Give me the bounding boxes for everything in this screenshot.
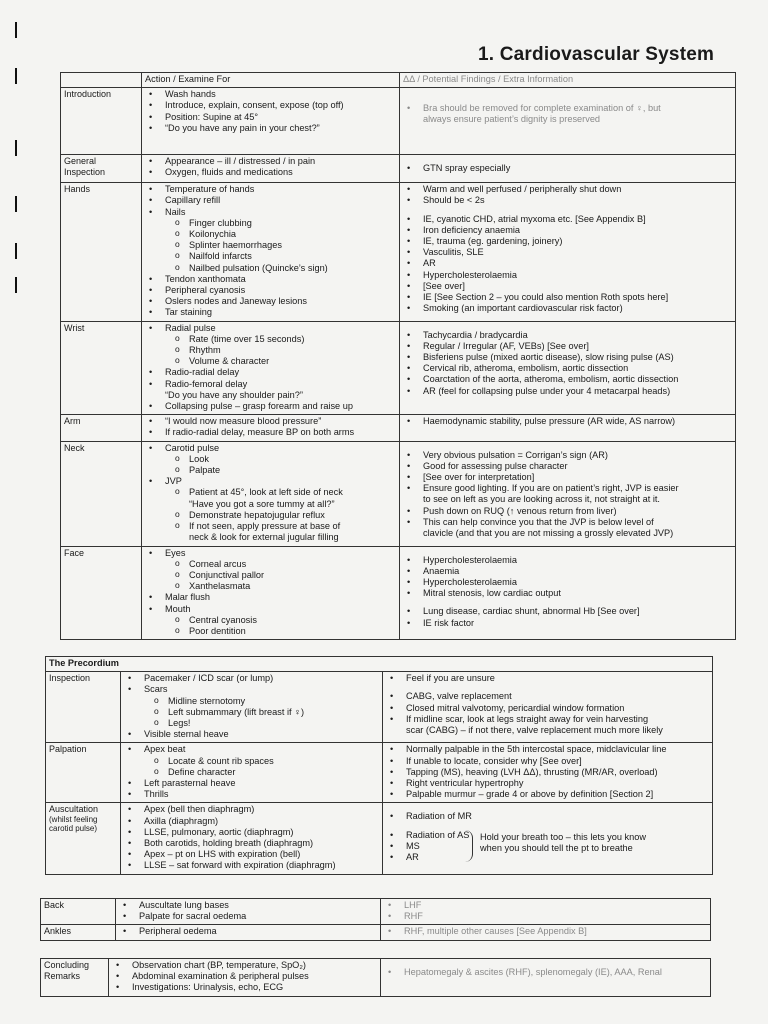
section-sublabel: (whilst feeling carotid pulse)	[49, 814, 98, 833]
list-item: o Define character	[124, 767, 379, 778]
list-item: • Observation chart (BP, temperature, SpO₂)	[112, 960, 377, 971]
list-item: • Capillary refill	[145, 195, 396, 206]
list-item: • Abdominal examination & peripheral pulses	[112, 971, 377, 982]
list-item: • Mouth	[145, 604, 396, 615]
list-item: • Hypercholesterolaemia	[403, 555, 732, 566]
list-item: o Legs!	[124, 718, 379, 729]
margin-marks	[15, 0, 21, 300]
findings-cell	[381, 925, 711, 940]
back-ankles-table	[40, 898, 711, 941]
action-cell	[142, 321, 400, 415]
list-item: • IE risk factor	[403, 618, 732, 629]
list-item: • If unable to locate, consider why [See over]	[386, 756, 709, 767]
list-item: • Normally palpable in the 5th intercostal space, midclavicular line	[386, 744, 709, 755]
section-label: Concluding Remarks	[41, 959, 109, 997]
list-item: • Haemodynamic stability, pulse pressure (AR wide, AS narrow)	[403, 416, 732, 427]
list-item: o Poor dentition	[145, 626, 396, 637]
margin-mark	[15, 68, 17, 84]
list-item: • JVP	[145, 476, 396, 487]
section-label: Wrist	[61, 321, 142, 415]
list-item: always ensure patient’s dignity is preserved	[423, 114, 601, 125]
section-label: Back	[41, 899, 116, 925]
list-item: • Investigations: Urinalysis, echo, ECG	[112, 982, 377, 993]
list-item: • RHF	[384, 911, 707, 922]
list-item: scar (CABG) – if not there, valve replacement much more likely	[406, 725, 663, 736]
precordium-table	[45, 656, 713, 875]
precordium-heading: The Precordium	[46, 657, 713, 672]
list-item: • Appearance – ill / distressed / in pain	[145, 156, 396, 167]
list-item: neck & look for external jugular filling	[189, 532, 339, 543]
row-general-inspection	[61, 155, 736, 183]
action-cell	[109, 959, 381, 997]
action-cell	[121, 803, 383, 874]
list-item: • Thrills	[124, 789, 379, 800]
list-item: • Introduce, explain, consent, expose (top off)	[145, 100, 396, 111]
list-item: o Demonstrate hepatojugular reflux	[145, 510, 396, 521]
list-item: • Apex (bell then diaphragm)	[124, 804, 379, 815]
row-arm	[61, 415, 736, 441]
list-item: o Midline sternotomy	[124, 696, 379, 707]
list-item: • Vasculitis, SLE	[403, 247, 732, 258]
list-item: o Central cyanosis	[145, 615, 396, 626]
list-item: • LLSE – sat forward with expiration (diaphragm)	[124, 860, 379, 871]
curly-brace	[464, 830, 473, 862]
list-item: o Koilonychia	[145, 229, 396, 240]
margin-mark	[15, 22, 17, 38]
list-item: o Xanthelasmata	[145, 581, 396, 592]
list-item: • If radio-radial delay, measure BP on both arms	[145, 427, 396, 438]
list-item: • Collapsing pulse – grasp forearm and raise up	[145, 401, 396, 412]
row-neck	[61, 441, 736, 546]
list-item: • AR (feel for collapsing pulse under your 4 metacarpal heads)	[403, 386, 732, 397]
list-item: o Locate & count rib spaces	[124, 756, 379, 767]
action-cell	[142, 155, 400, 183]
findings-cell	[400, 321, 736, 415]
list-item: • Iron deficiency anaemia	[403, 225, 732, 236]
findings-cell	[400, 546, 736, 640]
list-item: • Radiation of MR	[386, 811, 709, 822]
action-cell	[142, 441, 400, 546]
list-item: o Look	[145, 454, 396, 465]
row-auscultation	[46, 803, 713, 874]
list-item: • Smoking (an important cardiovascular risk factor)	[403, 303, 732, 314]
list-item: clavicle (and that you are not missing a grossly elevated JVP)	[423, 528, 674, 539]
action-cell	[116, 899, 381, 925]
list-item: • Bisferiens pulse (mixed aortic disease), slow rising pulse (AS)	[403, 352, 732, 363]
list-item: • Coarctation of the aorta, atheroma, embolism, aortic dissection	[403, 374, 732, 385]
header-action: Action / Examine For	[142, 73, 400, 88]
margin-mark	[15, 277, 17, 293]
list-item: • “I would now measure blood pressure”	[145, 416, 396, 427]
list-item: • Visible sternal heave	[124, 729, 379, 740]
list-item: • Temperature of hands	[145, 184, 396, 195]
section-label-cell	[46, 803, 121, 874]
list-spacer	[403, 548, 732, 555]
list-item: • Lung disease, cardiac shunt, abnormal Hb [See over]	[403, 606, 732, 617]
findings-cell	[400, 441, 736, 546]
list-item: • Auscultate lung bases	[119, 900, 377, 911]
row-inspection	[46, 672, 713, 743]
list-item: • Cervical rib, atheroma, embolism, aortic dissection	[403, 363, 732, 374]
section-label: Auscultation	[49, 804, 99, 815]
list-item: • Apex beat	[124, 744, 379, 755]
list-item: o If not seen, apply pressure at base of	[145, 521, 396, 532]
section-label: Palpation	[46, 743, 121, 803]
list-item: • Right ventricular hypertrophy	[386, 778, 709, 789]
table-header-row	[61, 73, 736, 88]
list-item: • LHF	[384, 900, 707, 911]
list-item: • IE [See Section 2 – you could also mention Roth spots here]	[403, 292, 732, 303]
list-item: • Axilla (diaphragm)	[124, 816, 379, 827]
list-item: • Position: Supine at 45°	[145, 112, 396, 123]
list-item: • Should be < 2s	[403, 195, 732, 206]
section-label: Arm	[61, 415, 142, 441]
findings-cell	[383, 672, 713, 743]
list-item: • If midline scar, look at legs straight away for vein harvesting	[386, 714, 709, 725]
list-item: • [See over]	[403, 281, 732, 292]
findings-cell	[381, 959, 711, 997]
list-item: • Tapping (MS), heaving (LVH ΔΔ), thrusting (MR/AR, overload)	[386, 767, 709, 778]
list-item: • Radial pulse	[145, 323, 396, 334]
list-item: • IE, cyanotic CHD, atrial myxoma etc. [See Appendix B]	[403, 214, 732, 225]
row-concluding	[41, 959, 711, 997]
list-item: • Regular / Irregular (AF, VEBs) [See over]	[403, 341, 732, 352]
list-item: o Nailfold infarcts	[145, 251, 396, 262]
list-item: • Mitral stenosis, low cardiac output	[403, 588, 732, 599]
list-item: • Hypercholesterolaemia	[403, 577, 732, 588]
list-item: • Hypercholesterolaemia	[403, 270, 732, 281]
list-item: • CABG, valve replacement	[386, 691, 709, 702]
list-item: • Palpable murmur – grade 4 or above by definition [Section 2]	[386, 789, 709, 800]
list-item: • Anaemia	[403, 566, 732, 577]
list-spacer	[403, 599, 732, 606]
list-item: • Nails	[145, 207, 396, 218]
list-item: • Closed mitral valvotomy, pericardial window formation	[386, 703, 709, 714]
action-cell	[142, 183, 400, 321]
list-item: o Corneal arcus	[145, 559, 396, 570]
list-item: • Feel if you are unsure	[386, 673, 709, 684]
list-item: • Peripheral oedema	[119, 926, 377, 937]
list-spacer	[403, 207, 732, 214]
list-spacer	[403, 323, 732, 330]
list-item: • “Do you have any pain in your chest?”	[145, 123, 396, 134]
list-item: • Left parasternal heave	[124, 778, 379, 789]
list-item: • RHF, multiple other causes [See Appendix B]	[384, 926, 707, 937]
section-label: General Inspection	[61, 155, 142, 183]
findings-cell	[383, 743, 713, 803]
list-item: • AR	[403, 258, 732, 269]
list-item: • GTN spray especially	[403, 163, 732, 174]
findings-cell	[381, 899, 711, 925]
findings-cell	[400, 415, 736, 441]
list-item: • Radio-radial delay	[145, 367, 396, 378]
list-item: • Oxygen, fluids and medications	[145, 167, 396, 178]
list-item: “Have you got a sore tummy at all?”	[189, 498, 335, 509]
list-item: o Splinter haemorrhages	[145, 240, 396, 251]
list-item: • This can help convince you that the JVP is below level of	[403, 517, 732, 528]
header-findings: ΔΔ / Potential Findings / Extra Information	[400, 73, 736, 88]
precordium-heading-row	[46, 657, 713, 672]
list-item: o Patient at 45°, look at left side of neck	[145, 487, 396, 498]
list-item: • Hepatomegaly & ascites (RHF), splenomegaly (IE), AAA, Renal	[384, 967, 707, 978]
list-item: • Pacemaker / ICD scar (or lump)	[124, 673, 379, 684]
margin-mark	[15, 140, 17, 156]
list-item: o Palpate	[145, 465, 396, 476]
list-spacer	[386, 684, 709, 691]
list-item: • Malar flush	[145, 592, 396, 603]
section-label: Ankles	[41, 925, 116, 940]
list-item: o Conjunctival pallor	[145, 570, 396, 581]
section-label: Face	[61, 546, 142, 640]
list-item: • Apex – pt on LHS with expiration (bell)	[124, 849, 379, 860]
list-item: • Scars	[124, 684, 379, 695]
action-cell	[116, 925, 381, 940]
list-item: • Radiation of AS	[386, 830, 709, 841]
list-item: o Rate (time over 15 seconds)	[145, 334, 396, 345]
list-item: • Eyes	[145, 548, 396, 559]
section-label: Neck	[61, 441, 142, 546]
list-item: o Nailbed pulsation (Quincke’s sign)	[145, 263, 396, 274]
findings-cell	[383, 803, 713, 874]
list-item: • Palpate for sacral oedema	[119, 911, 377, 922]
list-item: • IE, trauma (eg. gardening, joinery)	[403, 236, 732, 247]
list-item: o Left submammary (lift breast if ♀)	[124, 707, 379, 718]
list-spacer	[403, 96, 732, 103]
list-item: • Both carotids, holding breath (diaphragm)	[124, 838, 379, 849]
findings-cell	[400, 183, 736, 321]
as-ms-ar-group	[386, 830, 709, 864]
list-item: • Tar staining	[145, 307, 396, 318]
list-item: • AR	[386, 852, 709, 863]
list-item: to see on left as you are looking across it, not straight at it.	[423, 494, 660, 505]
row-back	[41, 899, 711, 925]
list-item: • Good for assessing pulse character	[403, 461, 732, 472]
row-introduction	[61, 88, 736, 155]
list-item: “Do you have any shoulder pain?”	[165, 389, 303, 400]
list-item: • Oslers nodes and Janeway lesions	[145, 296, 396, 307]
list-item: • Push down on RUQ (↑ venous return from liver)	[403, 506, 732, 517]
examination-table	[60, 72, 736, 640]
row-hands	[61, 183, 736, 321]
margin-mark	[15, 243, 17, 259]
list-item: • Tachycardia / bradycardia	[403, 330, 732, 341]
action-cell	[121, 743, 383, 803]
list-item: • Tendon xanthomata	[145, 274, 396, 285]
list-item: • [See over for interpretation]	[403, 472, 732, 483]
page-title: 1. Cardiovascular System	[478, 44, 715, 65]
header-blank	[61, 73, 142, 88]
list-item: • LLSE, pulmonary, aortic (diaphragm)	[124, 827, 379, 838]
list-item: • Wash hands	[145, 89, 396, 100]
findings-cell	[400, 88, 736, 155]
brace-note: Hold your breath too – this lets you know when you should tell the pt to breathe	[480, 831, 646, 853]
section-label: Hands	[61, 183, 142, 321]
findings-cell	[400, 155, 736, 183]
concluding-table	[40, 958, 711, 997]
list-item: • Very obvious pulsation = Corrigan’s sign (AR)	[403, 450, 732, 461]
list-item: o Volume & character	[145, 356, 396, 367]
list-item: o Finger clubbing	[145, 218, 396, 229]
row-palpation	[46, 743, 713, 803]
list-item: • Peripheral cyanosis	[145, 285, 396, 296]
list-item: • MS	[386, 841, 709, 852]
action-cell	[142, 88, 400, 155]
list-spacer	[403, 156, 732, 163]
list-spacer	[403, 443, 732, 450]
row-ankles	[41, 925, 711, 940]
action-cell	[121, 672, 383, 743]
action-cell	[142, 415, 400, 441]
list-item: o Rhythm	[145, 345, 396, 356]
row-wrist	[61, 321, 736, 415]
list-item: • Warm and well perfused / peripherally shut down	[403, 184, 732, 195]
section-label: Introduction	[61, 88, 142, 155]
list-item: • Ensure good lighting. If you are on patient’s right, JVP is easier	[403, 483, 732, 494]
row-face	[61, 546, 736, 640]
list-item: • Bra should be removed for complete examination of ♀, but	[403, 103, 732, 114]
section-label: Inspection	[46, 672, 121, 743]
list-spacer	[403, 89, 732, 96]
list-item: • Carotid pulse	[145, 443, 396, 454]
list-item: • Radio-femoral delay	[145, 379, 396, 390]
margin-mark	[15, 196, 17, 212]
action-cell	[142, 546, 400, 640]
